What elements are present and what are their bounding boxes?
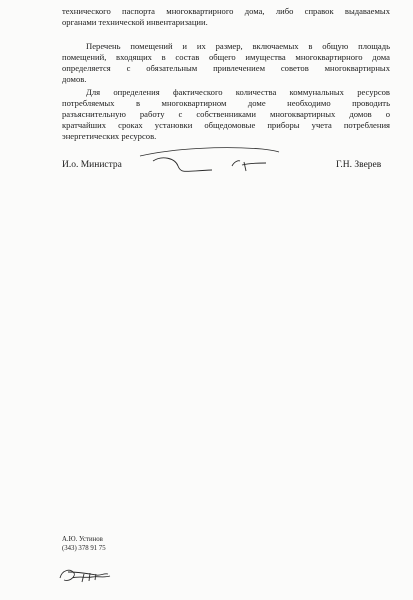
executor-signature: [60, 570, 110, 582]
text-line: домов.: [62, 74, 87, 84]
signature-stroke: [153, 158, 212, 172]
text-line: Перечень помещений и их размер, включаемых в общую площадь: [86, 41, 390, 51]
signatory-position: И.о. Министра: [62, 160, 122, 170]
text-line: потребляемых в многоквартирном доме необходимо проводить: [62, 98, 390, 108]
text-line: разъяснительную работу с собственниками многоквартирных домов о: [62, 109, 390, 119]
text-line: кратчайших сроках установки общедомовые приборы учета потребления: [62, 120, 390, 130]
executor-phone: (343) 378 91 75: [62, 545, 106, 552]
signature-stroke: [140, 148, 279, 156]
signature-stroke: [242, 162, 266, 171]
text-line: органами технической инвентаризации.: [62, 17, 208, 27]
text-line: Для определения фактического количества коммунальных ресурсов: [86, 87, 390, 97]
executor-name: А.Ю. Устинов: [62, 536, 103, 543]
signatory-name: Г.Н. Зверев: [336, 160, 382, 170]
text-line: технического паспорта многоквартирного дома, либо справок выдаваемых: [62, 6, 390, 16]
text-line: определяется с обязательным привлечением советов многоквартирных: [62, 63, 390, 73]
signature-stroke: [232, 161, 240, 166]
text-line: помещений, входящих в состав общего имущества многоквартирного дома: [62, 52, 390, 62]
text-line: энергетических ресурсов.: [62, 131, 157, 141]
